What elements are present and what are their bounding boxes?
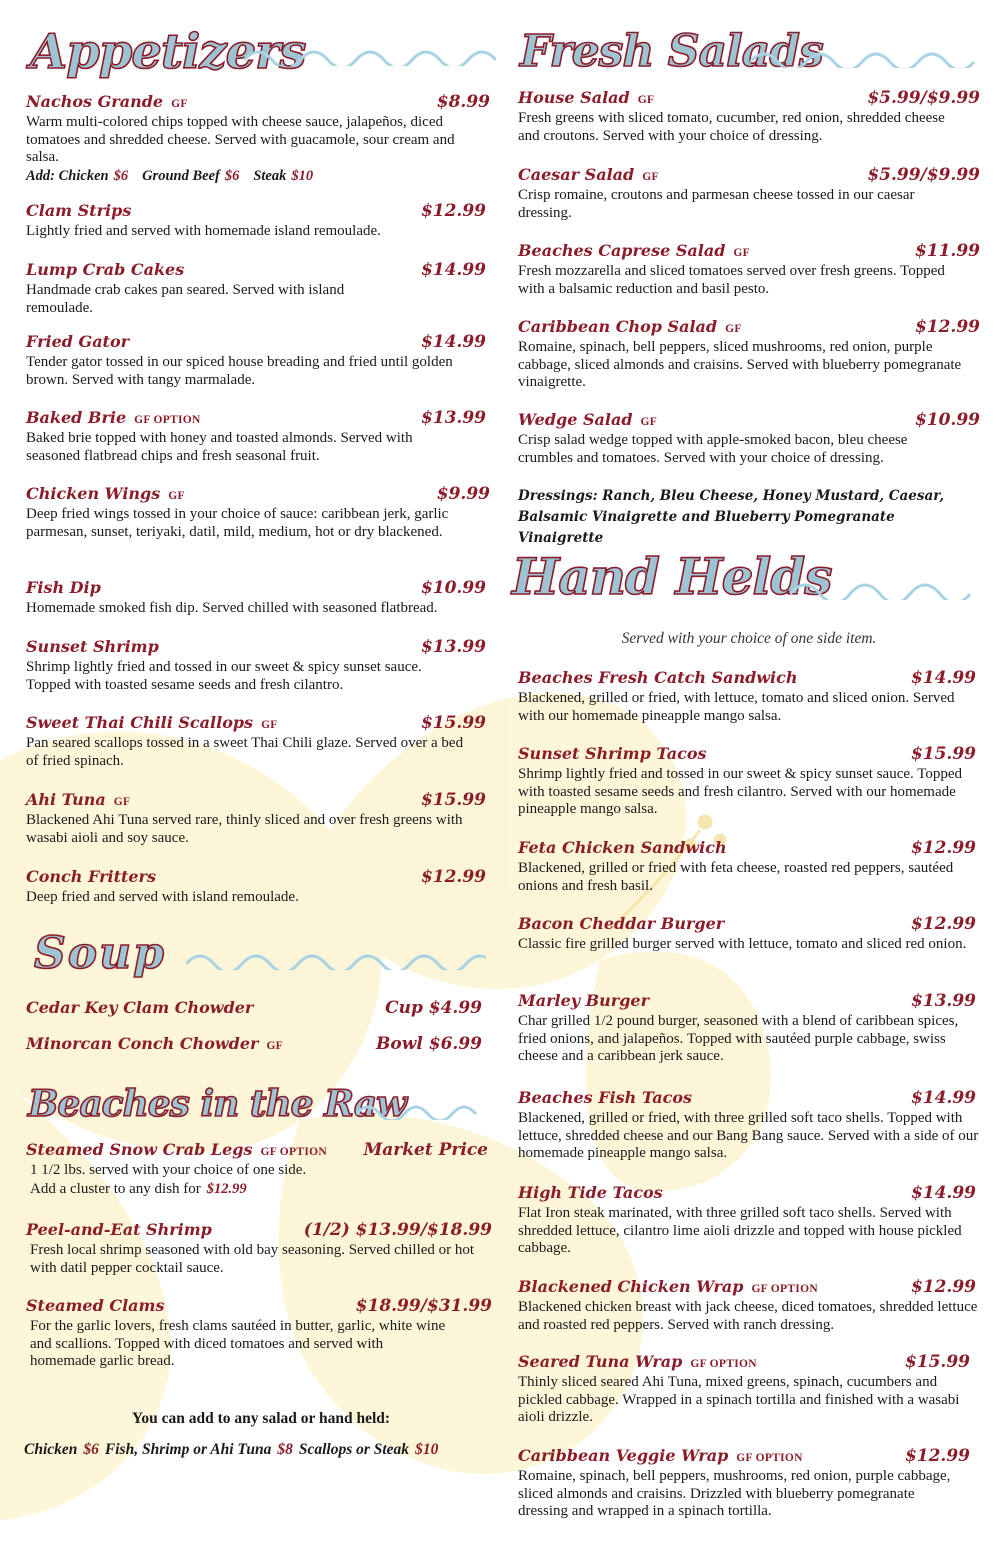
menu-item [26, 998, 496, 1020]
item-description: Blackened chicken breast with jack cheese, diced tomatoes, shredded lettuce and roasted red peppers. Served with ranch dressing. [518, 1299, 978, 1333]
item-price: Bowl $6.99 [376, 1034, 482, 1054]
gf-badge: GF OPTION [751, 1283, 818, 1295]
item-price: $14.99 [420, 332, 486, 352]
menu-item [26, 790, 496, 847]
item-name: Sunset Shrimp [26, 637, 159, 656]
menu-item [518, 1088, 980, 1163]
item-price: $12.99 [420, 201, 486, 221]
menu-item [518, 1183, 980, 1258]
handhelds-side-note: Served with your choice of one side item. [621, 630, 877, 647]
menu-item [26, 1220, 496, 1277]
menu-item [518, 1277, 980, 1334]
item-price: $9.99 [436, 484, 490, 504]
menu-item [26, 637, 496, 694]
waves-decoration-icon [750, 44, 980, 68]
item-name: Fried Gator [26, 332, 130, 351]
soup-heading: Soup [34, 928, 166, 979]
addon-title: You can add to any salad or hand held: [131, 1410, 391, 1427]
appetizers-heading: Appetizers [30, 24, 306, 80]
item-description: Warm multi-colored chips topped with cheese sauce, jalapeños, diced tomatoes and shredded cheese. Served with guacamole, sour cream and salsa. [26, 114, 455, 165]
menu-item [518, 410, 980, 467]
gf-badge: GF [642, 171, 659, 183]
item-price: (1/2) $13.99/$18.99 [303, 1220, 492, 1240]
menu-item [26, 260, 496, 317]
waves-decoration-icon [356, 1098, 491, 1120]
item-price: $12.99 [910, 1277, 976, 1297]
item-description: Fresh local shrimp seasoned with old bay seasoning. Served chilled or hot with datil pepper cocktail sauce. [30, 1242, 475, 1276]
item-name: Steamed Clams [26, 1296, 165, 1315]
item-description: Crisp salad wedge topped with apple-smoked bacon, bleu cheese crumbles and tomatoes. Served with your choice of dressing. [518, 432, 908, 466]
menu-item [26, 408, 496, 465]
item-description: Fresh mozzarella and sliced tomatoes served over fresh greens. Topped with a balsamic reduction and basil pesto. [518, 263, 945, 297]
gf-badge: GF [261, 719, 278, 731]
menu-item [518, 914, 980, 954]
item-description: Deep fried and served with island remoulade. [26, 889, 299, 905]
gf-badge: GF [168, 490, 185, 502]
gf-badge: GF OPTION [690, 1358, 757, 1370]
menu-item [518, 317, 980, 392]
item-price: $12.99 [904, 1446, 970, 1466]
item-price: $13.99 [420, 408, 486, 428]
dressings-list: Dressings: Ranch, Bleu Cheese, Honey Mustard, Caesar, Balsamic Vinaigrette and Blueberry Pomegranate Vinaigrette [518, 488, 945, 546]
item-name: House Salad GF [518, 88, 655, 107]
handhelds-heading: Hand Helds [512, 547, 832, 606]
item-price: $12.99 [914, 317, 980, 337]
menu-item [26, 713, 496, 770]
item-price: $14.99 [420, 260, 486, 280]
item-description: Blackened Ahi Tuna served rare, thinly sliced and over fresh greens with wasabi aioli and soy sauce. [26, 812, 463, 846]
gf-badge: GF OPTION [260, 1146, 327, 1158]
item-description: Shrimp lightly fried and tossed in our sweet & spicy sunset sauce. Topped with toasted sesame seeds and fresh cilantro. Served with our homemade pineapple mango salsa. [518, 766, 963, 817]
waves-decoration-icon [790, 574, 980, 600]
item-description: Homemade smoked fish dip. Served chilled with seasoned flatbread. [26, 600, 438, 616]
item-description: 1 1/2 lbs. served with your choice of one side. [30, 1162, 307, 1178]
item-description: Tender gator tossed in our spiced house breading and fried until golden brown. Served with tangy marmalade. [26, 354, 453, 388]
menu-item [26, 92, 496, 185]
item-name: Beaches Fish Tacos [518, 1088, 693, 1107]
item-name: Clam Strips [26, 201, 132, 220]
gf-badge: GF [733, 247, 750, 259]
item-description: Deep fried wings tossed in your choice of sauce: caribbean jerk, garlic parmesan, sunset, teriyaki, datil, mild, medium, hot or dry blackened. [26, 506, 449, 540]
item-description: Crisp romaine, croutons and parmesan cheese tossed in our caesar dressing. [518, 187, 915, 221]
item-description: Blackened, grilled or fried, with three grilled soft taco shells. Topped with lettuce, shredded cheese and our Bang Bang sauce. Served with a side of our homemade pineapple mango salsa. [518, 1110, 979, 1161]
item-description: Classic fire grilled burger served with lettuce, tomato and sliced red onion. [518, 936, 967, 952]
menu-item [26, 484, 496, 541]
item-name: Feta Chicken Sandwich [518, 838, 727, 857]
item-price: $15.99 [420, 713, 486, 733]
item-name: Conch Fritters [26, 867, 156, 886]
menu-item [518, 838, 980, 895]
waves-decoration-icon [244, 42, 496, 66]
menu-item [518, 668, 980, 725]
salads-heading: Fresh Salads [520, 26, 823, 77]
gf-badge: GF [640, 416, 658, 428]
item-price: $10.99 [914, 410, 980, 430]
item-description: Romaine, spinach, bell peppers, sliced mushrooms, red onion, purple cabbage, sliced almonds and craisins. Served with blueberry pomegranate vinaigrette. [518, 339, 962, 390]
item-price: $15.99 [904, 1352, 970, 1372]
item-name: Nachos Grande GF [26, 92, 188, 111]
item-name: Wedge Salad GF [518, 410, 658, 429]
item-name: Marley Burger [518, 991, 650, 1010]
menu-item [518, 1352, 980, 1427]
item-name: Seared Tuna Wrap GF OPTION [518, 1352, 757, 1371]
item-description: Char grilled 1/2 pound burger, seasoned with a blend of caribbean spices, fried onions, and jalapeños. Topped with sautéed purple cabbage, swiss cheese and a caribbean jerk sauce. [518, 1013, 959, 1064]
item-name: Chicken Wings GF [26, 484, 185, 503]
item-name: Ahi Tuna GF [26, 790, 131, 809]
item-price: $5.99/$9.99 [867, 165, 980, 185]
item-price: $13.99 [910, 991, 976, 1011]
item-name: Baked Brie GF OPTION [26, 408, 201, 427]
item-description: Blackened, grilled or fried, with lettuce, tomato and sliced onion. Served with our homemade pineapple mango salsa. [518, 690, 955, 724]
item-price: $18.99/$31.99 [355, 1296, 492, 1316]
item-price: $12.99 [910, 838, 976, 858]
menu-item [518, 744, 980, 819]
menu-item [26, 332, 496, 389]
menu-item [26, 578, 496, 618]
gf-badge: GF OPTION [736, 1452, 803, 1464]
gf-badge: GF [266, 1040, 284, 1052]
menu-item [26, 201, 496, 241]
item-name: Lump Crab Cakes [26, 260, 185, 279]
menu-item [26, 1140, 496, 1198]
menu-item [518, 991, 980, 1066]
item-description: Shrimp lightly fried and tossed in our sweet & spicy sunset sauce. Topped with toasted sesame seeds and fresh cilantro. [26, 659, 422, 693]
gf-badge: GF OPTION [134, 414, 201, 426]
waves-decoration-icon [186, 946, 486, 970]
item-price: $12.99 [910, 914, 976, 934]
item-name: Peel-and-Eat Shrimp [26, 1220, 212, 1239]
item-price: $14.99 [910, 668, 976, 688]
gf-badge: GF [725, 323, 742, 335]
menu-item [518, 165, 980, 222]
item-name: Sweet Thai Chili Scallops GF [26, 713, 278, 732]
menu-item [518, 88, 980, 145]
item-price: $14.99 [910, 1088, 976, 1108]
item-name: Caribbean Chop Salad GF [518, 317, 742, 336]
item-name: Caesar Salad GF [518, 165, 659, 184]
menu-item [26, 1296, 496, 1371]
item-price: $15.99 [420, 790, 486, 810]
item-price: $11.99 [914, 241, 980, 261]
add-protein-line: Add: Chicken $6 Ground Beef $6 Steak $10 [26, 167, 314, 184]
gf-badge: GF [113, 796, 131, 808]
item-description: Fresh greens with sliced tomato, cucumber, red onion, shredded cheese and croutons. Served with your choice of dressing. [518, 110, 945, 144]
item-price: $8.99 [436, 92, 490, 112]
item-price: Cup $4.99 [385, 998, 482, 1018]
item-description: Romaine, spinach, bell peppers, mushrooms, red onion, purple cabbage, sliced almonds and craisins. Drizzled with blueberry pomegranate dressing and wrapped in a spinach tortilla. [518, 1468, 951, 1519]
item-name: Steamed Snow Crab Legs GF OPTION [26, 1140, 327, 1159]
item-name: Minorcan Conch Chowder GF [26, 1034, 284, 1053]
add-cluster-line: Add a cluster to any dish for $12.99 [30, 1180, 247, 1197]
item-name: High Tide Tacos [518, 1183, 663, 1202]
item-name: Beaches Fresh Catch Sandwich [518, 668, 798, 687]
item-description: Flat Iron steak marinated, with three grilled soft taco shells. Served with shredded lettuce, cilantro lime aioli drizzle and topped with house pickled cabbage. [518, 1205, 962, 1256]
gf-badge: GF [171, 98, 188, 110]
item-description: For the garlic lovers, fresh clams sautéed in butter, garlic, white wine and scallions. Topped with diced tomatoes and served with homemade garlic bread. [30, 1318, 446, 1369]
item-name: Blackened Chicken Wrap GF OPTION [518, 1277, 818, 1296]
item-description: Handmade crab cakes pan seared. Served with island remoulade. [26, 282, 345, 316]
item-price: Market Price [363, 1140, 488, 1160]
item-description: Blackened, grilled or fried with feta cheese, roasted red peppers, sautéed onions and fresh basil. [518, 860, 954, 894]
menu-item [26, 867, 496, 907]
item-price: $12.99 [420, 867, 486, 887]
item-price: $15.99 [910, 744, 976, 764]
item-price: $14.99 [910, 1183, 976, 1203]
menu-item [518, 1446, 980, 1521]
item-name: Cedar Key Clam Chowder [26, 998, 254, 1017]
item-name: Beaches Caprese Salad GF [518, 241, 750, 260]
gf-badge: GF [637, 94, 655, 106]
raw-bar-heading: Beaches in the Raw [28, 1083, 407, 1125]
menu-item [518, 241, 980, 298]
item-description: Thinly sliced seared Ahi Tuna, mixed greens, spinach, cucumbers and pickled cabbage. Wrapped in a spinach tortilla and finished with a wasabi aioli drizzle. [518, 1374, 960, 1425]
item-price: $10.99 [420, 578, 486, 598]
item-description: Baked brie topped with honey and toasted almonds. Served with seasoned flatbread chips and fresh seasonal fruit. [26, 430, 413, 464]
item-name: Bacon Cheddar Burger [518, 914, 725, 933]
item-name: Caribbean Veggie Wrap GF OPTION [518, 1446, 803, 1465]
item-price: $5.99/$9.99 [867, 88, 980, 108]
item-description: Pan seared scallops tossed in a sweet Thai Chili glaze. Served over a bed of fried spinach. [26, 735, 464, 769]
addon-prices: Chicken $6 Fish, Shrimp or Ahi Tuna $8 Scallops or Steak $10 [24, 1441, 439, 1458]
item-name: Fish Dip [26, 578, 101, 597]
item-name: Sunset Shrimp Tacos [518, 744, 707, 763]
item-description: Lightly fried and served with homemade island remoulade. [26, 223, 381, 239]
menu-item [26, 1034, 496, 1056]
item-price: $13.99 [420, 637, 486, 657]
